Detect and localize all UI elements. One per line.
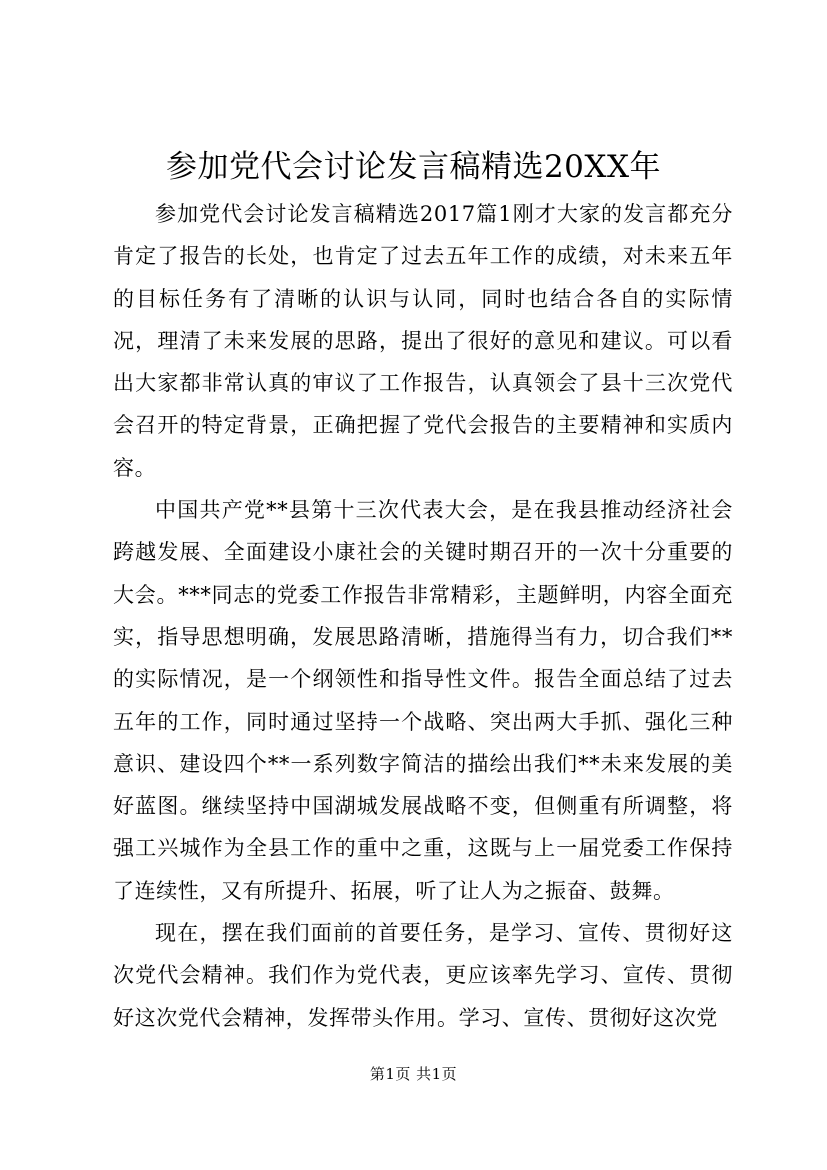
paragraph: 参加党代会讨论发言稿精选2017篇1刚才大家的发言都充分肯定了报告的长处，也肯定了过去五年工作的成绩，对未来五年的目标任务有了清晰的认识与认同，同时也结合各自的实际情况，理清了未来发展的思路，提出了很好的意见和建议。可以看出大家都非常认真的审议了工作报告，认真领会了县十三次党代会召开的特定背景，正确把握了党代会报告的主要精神和实质内容。 [113, 202, 733, 480]
document-body [113, 193, 733, 1039]
page-footer: 第1页 共1页 [369, 1065, 458, 1083]
document-title: 参加党代会讨论发言稿精选20XX年 [165, 149, 662, 185]
paragraph: 现在，摆在我们面前的首要任务，是学习、宣传、贯彻好这次党代会精神。我们作为党代表，更应该率先学习、宣传、贯彻好这次党代会精神，发挥带头作用。学习、宣传、贯彻好这次党 [113, 921, 733, 1030]
paragraph: 中国共产党**县第十三次代表大会，是在我县推动经济社会跨越发展、全面建设小康社会的关键时期召开的一次十分重要的大会。***同志的党委工作报告非常精彩，主题鲜明，内容全面充实，指导思想明确，发展思路清晰，措施得当有力，切合我们**的实际情况，是一个纲领性和指导性文件。报告全面总结了过去五年的工作，同时通过坚持一个战略、突出两大手抓、强化三种意识、建设四个**一系列数字简洁的描绘出我们**未来发展的美好蓝图。继续坚持中国湖城发展战略不变，但侧重有所调整，将强工兴城作为全县工作的重中之重，这既与上一届党委工作保持了连续性，又有所提升、拓展，听了让人为之振奋、鼓舞。 [113, 498, 733, 903]
